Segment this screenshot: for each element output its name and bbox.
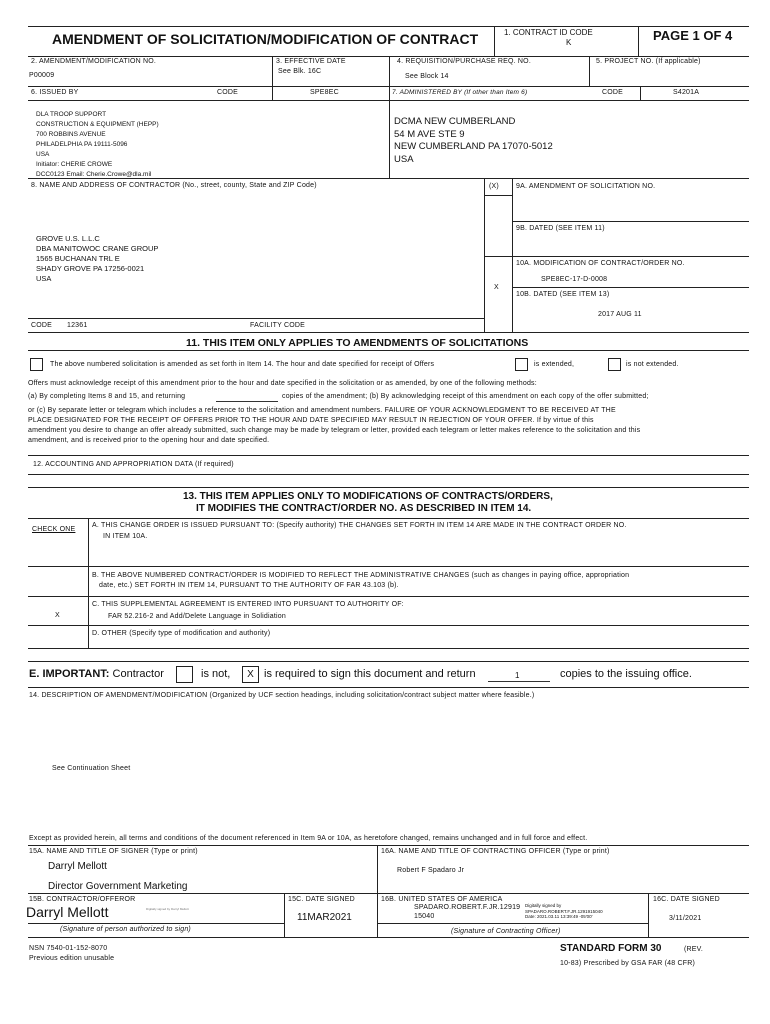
item13-c-line2: FAR 52.216-2 and Add/Delete Language in Solidiation: [108, 613, 286, 620]
rule: [377, 923, 648, 924]
para-line: amendment you desire to change an offer already submitted, such change may be made by telegram or letter, provided each telegram or letter makes reference to the solicitation and this: [28, 427, 641, 434]
administered-label: 7. ADMINISTERED BY (If other than Item 6): [392, 89, 528, 96]
signer-name: Darryl Mellott: [48, 861, 107, 872]
nsn: NSN 7540-01-152-8070: [29, 945, 108, 952]
divider: [638, 26, 639, 56]
address-line: Initiator: CHERIE CROWE: [36, 161, 113, 168]
address-line: DLA TROOP SUPPORT: [36, 111, 107, 118]
item13-d-line: D. OTHER (Specify type of modification and authority): [92, 630, 271, 637]
administered-code-value: S4201A: [673, 89, 700, 96]
address-line: NEW CUMBERLAND PA 17070-5012: [394, 141, 553, 152]
important-label: E. IMPORTANT:: [29, 668, 110, 680]
rule: [28, 648, 749, 649]
contractor-code-label: CODE: [31, 322, 53, 329]
issued-address: [36, 110, 159, 180]
label-16b: 16B. UNITED STATES OF AMERICA: [381, 896, 503, 903]
address-line: 1565 BUCHANAN TRL E: [36, 254, 120, 263]
rule: [484, 195, 512, 196]
divider: [640, 86, 641, 100]
label-15b: 15B. CONTRACTOR/OFFEROR: [29, 896, 136, 903]
item11-para2a: (a) By completing Items 8 and 15, and returning: [28, 393, 186, 400]
signer-title: Director Government Marketing: [48, 881, 188, 892]
copies-value[interactable]: 1: [515, 671, 520, 680]
rule: [28, 566, 749, 567]
para-line: PLACE DESIGNATED FOR THE RECEIPT OF OFFERS PRIOR TO THE HOUR AND DATE SPECIFIED MAY RESULT IN REJECTION OF YOUR OFFER. If by virtue of this: [28, 417, 594, 424]
rule: [28, 687, 749, 688]
rule: [28, 350, 749, 351]
facility-code-label: FACILITY CODE: [250, 322, 305, 329]
divider: [377, 845, 378, 893]
label-16c: 16C. DATE SIGNED: [653, 896, 720, 903]
important-row: [29, 668, 164, 680]
divider: [389, 56, 390, 86]
is-extended-checkbox[interactable]: [515, 358, 528, 371]
divider: [272, 86, 273, 100]
label-10b: 10B. DATED (SEE ITEM 13): [516, 291, 610, 298]
divider: [484, 178, 485, 332]
top-rule: [28, 26, 749, 27]
value-16c: 3/11/2021: [669, 915, 702, 922]
address-line: PHILADELPHIA PA 19111-5096: [36, 141, 128, 148]
eff-date-value: See Blk. 16C: [278, 68, 322, 75]
rule: [28, 332, 749, 333]
description-body: See Continuation Sheet: [52, 765, 131, 772]
item11-checkbox-text: The above numbered solicitation is amended as set forth in Item 14. The hour and date specified for receipt of Offers: [50, 361, 435, 368]
form-rev: (REV.: [684, 946, 704, 953]
contractor-label: 8. NAME AND ADDRESS OF CONTRACTOR (No., street, county, State and ZIP Code): [31, 182, 317, 189]
is-not-label: is not,: [201, 668, 231, 680]
value-15c: 11MAR2021: [297, 912, 352, 923]
para-line: or (c) By separate letter or telegram which includes a reference to the solicitation and amendment numbers. FAILURE OF YOUR ACKNOWLEDGMENT TO BE RECEIVED AT THE: [28, 407, 616, 414]
item13-a-line1: A. THIS CHANGE ORDER IS ISSUED PURSUANT TO: (Specify authority) THE CHANGES SET FORTH IN ITEM 14 ARE MADE IN THE CONTRACT ORDER NO.: [92, 522, 627, 529]
divider: [88, 518, 89, 648]
is-not-checkbox[interactable]: [176, 666, 193, 683]
divider: [512, 178, 513, 332]
address-line: DCMA NEW CUMBERLAND: [394, 116, 516, 127]
rule: [28, 518, 749, 519]
officer-sig-line2[interactable]: 15040: [414, 913, 435, 920]
issued-code-value: SPE8EC: [310, 89, 339, 96]
divider: [284, 893, 285, 937]
rule: [28, 487, 749, 488]
req-no-label: 4. REQUISITION/PURCHASE REQ. NO.: [397, 58, 531, 65]
value-10b: 2017 AUG 11: [598, 311, 642, 318]
administered-code-label: CODE: [602, 89, 624, 96]
item13-a-line2: IN ITEM 10A.: [103, 533, 148, 540]
rule: [28, 474, 749, 475]
contractor-sig-note: Digitally signed by Darryl Mellott: [146, 907, 189, 911]
item13-b-line1: B. THE ABOVE NUMBERED CONTRACT/ORDER IS MODIFIED TO REFLECT THE ADMINISTRATIVE CHANGES (such as changes in paying office, appropriation: [92, 572, 630, 579]
mark-10: X: [494, 284, 499, 291]
rule: [28, 661, 749, 662]
rule: [28, 596, 749, 597]
rule: [28, 318, 484, 319]
divider: [377, 893, 378, 937]
item11-title: 11. THIS ITEM ONLY APPLIES TO AMENDMENTS OF SOLICITATIONS: [186, 337, 529, 349]
check-one-label: CHECK ONE: [32, 526, 76, 533]
rule: [484, 256, 749, 257]
contractor-signature[interactable]: Darryl Mellott: [26, 904, 109, 920]
officer-sig-note: [525, 903, 603, 920]
standard-form: STANDARD FORM 30: [560, 943, 662, 954]
label-9a: 9A. AMENDMENT OF SOLICITATION NO.: [516, 183, 656, 190]
address-line: GROVE U.S. L.L.C: [36, 234, 100, 243]
rule: [28, 937, 749, 938]
item13-title-1: 13. THIS ITEM APPLIES ONLY TO MODIFICATIONS OF CONTRACTS/ORDERS,: [183, 491, 553, 502]
address-line: 700 ROBBINS AVENUE: [36, 131, 106, 138]
sig-note-line: Digitally signed by: [525, 903, 562, 908]
address-line: USA: [394, 153, 414, 165]
sig-caption-15: (Signature of person authorized to sign): [60, 926, 191, 933]
label-15c: 15C. DATE SIGNED: [288, 896, 355, 903]
is-required-checkbox[interactable]: X: [242, 666, 259, 683]
form-title: AMENDMENT OF SOLICITATION/MODIFICATION OF CONTRACT: [52, 31, 479, 47]
copies-underline: [488, 681, 550, 682]
address-line: DBA MANITOWOC CRANE GROUP: [36, 244, 159, 253]
item11-para3: [28, 406, 640, 446]
except-text: Except as provided herein, all terms and conditions of the document referenced in Item 9A or 10A, as heretofore changed, remains unchanged and in full force and effect.: [29, 835, 588, 842]
item11-para1: Offers must acknowledge receipt of this amendment prior to the hour and date specified in the solicitation or as amended, by one of the following methods:: [28, 380, 537, 387]
label-9b: 9B. DATED (SEE ITEM 11): [516, 225, 605, 232]
address-line: USA: [36, 151, 50, 158]
administered-address: [394, 116, 553, 166]
rule: [28, 893, 749, 894]
mark-col-label: (X): [489, 183, 499, 190]
item11-para2b: copies of the amendment; (b) By acknowledging receipt of this amendment on each copy of the offer submitted;: [282, 393, 649, 400]
item13-c-line1: C. THIS SUPPLEMENTAL AGREEMENT IS ENTERED INTO PURSUANT TO AUTHORITY OF:: [92, 601, 404, 608]
req-no-value: See Block 14: [405, 73, 449, 80]
label-16a: 16A. NAME AND TITLE OF CONTRACTING OFFICER (Type or print): [381, 848, 610, 855]
is-extended-label: is extended,: [534, 361, 575, 368]
rule: [28, 100, 749, 101]
divider: [589, 56, 590, 86]
value-10a: SPE8EC-17-D-0008: [541, 276, 608, 283]
eff-date-label: 3. EFFECTIVE DATE: [276, 58, 346, 65]
sig-note-line: Date: 2021.03.11 13:39:49 -05'00': [525, 914, 593, 919]
project-no-label: 5. PROJECT NO. (If applicable): [596, 58, 701, 65]
copies-text: copies to the issuing office.: [560, 668, 692, 680]
description-label: 14. DESCRIPTION OF AMENDMENT/MODIFICATION (Organized by UCF section headings, including solicitation/contract subject matter where feasible.): [29, 692, 535, 699]
officer-sig-line1[interactable]: SPADARO.ROBERT.F.JR.12919: [414, 904, 521, 911]
rule: [28, 845, 749, 846]
rule: [512, 221, 749, 222]
rule: [512, 287, 749, 288]
accounting-label: 12. ACCOUNTING AND APPROPRIATION DATA (If required): [33, 461, 234, 468]
contract-id-value: K: [566, 38, 572, 47]
para-line: amendment, and is received prior to the opening hour and date specified.: [28, 437, 270, 444]
address-line: SHADY GROVE PA 17256-0021: [36, 264, 145, 273]
item13-c-mark: X: [55, 612, 60, 619]
address-line: USA: [36, 274, 52, 283]
amend-no-label: 2. AMENDMENT/MODIFICATION NO.: [31, 58, 157, 65]
address-line: CONSTRUCTION & EQUIPMENT (HEPP): [36, 121, 159, 128]
not-extended-label: is not extended.: [626, 361, 679, 368]
sig-caption-16: (Signature of Contracting Officer): [451, 928, 561, 935]
not-extended-checkbox[interactable]: [608, 358, 621, 371]
issued-code-label: CODE: [217, 89, 239, 96]
page-number: PAGE 1 OF 4: [653, 28, 733, 43]
important-contractor: Contractor: [112, 668, 164, 680]
amend-no-value: P00009: [29, 72, 55, 79]
contractor-code-value: 12361: [67, 322, 88, 329]
label-15a: 15A. NAME AND TITLE OF SIGNER (Type or print): [29, 848, 198, 855]
copies-field[interactable]: [216, 401, 278, 402]
previous-edition: Previous edition unusable: [29, 955, 115, 962]
officer-name: Robert F Spadaro Jr: [397, 867, 465, 874]
address-line: 54 M AVE STE 9: [394, 128, 465, 140]
sig-note-line: SPADARO.ROBERT.F.JR.1291915040: [525, 908, 603, 914]
divider: [272, 56, 273, 86]
label-10a: 10A. MODIFICATION OF CONTRACT/ORDER NO.: [516, 260, 685, 267]
amend-solicitation-checkbox[interactable]: [30, 358, 43, 371]
rule: [28, 625, 749, 626]
divider: [648, 893, 649, 937]
issued-by-label: 6. ISSUED BY: [31, 89, 79, 96]
rule: [28, 178, 749, 179]
contractor-address: [36, 234, 158, 284]
is-required-text: is required to sign this document and return: [264, 668, 476, 680]
rule: [28, 455, 749, 456]
item13-title-2: IT MODIFIES THE CONTRACT/ORDER NO. AS DESCRIBED IN ITEM 14.: [196, 503, 532, 514]
address-line: DCC0123 Email: Cherie.Crowe@dla.mil: [36, 171, 152, 178]
contract-id-label: 1. CONTRACT ID CODE: [504, 28, 593, 37]
form-rev-line2: 10-83) Prescribed by GSA FAR (48 CFR): [560, 960, 695, 967]
item13-b-line2: date, etc.) SET FORTH IN ITEM 14, PURSUANT TO THE AUTHORITY OF FAR 43.103 (b).: [99, 582, 399, 589]
rule: [28, 923, 284, 924]
divider: [494, 26, 495, 56]
